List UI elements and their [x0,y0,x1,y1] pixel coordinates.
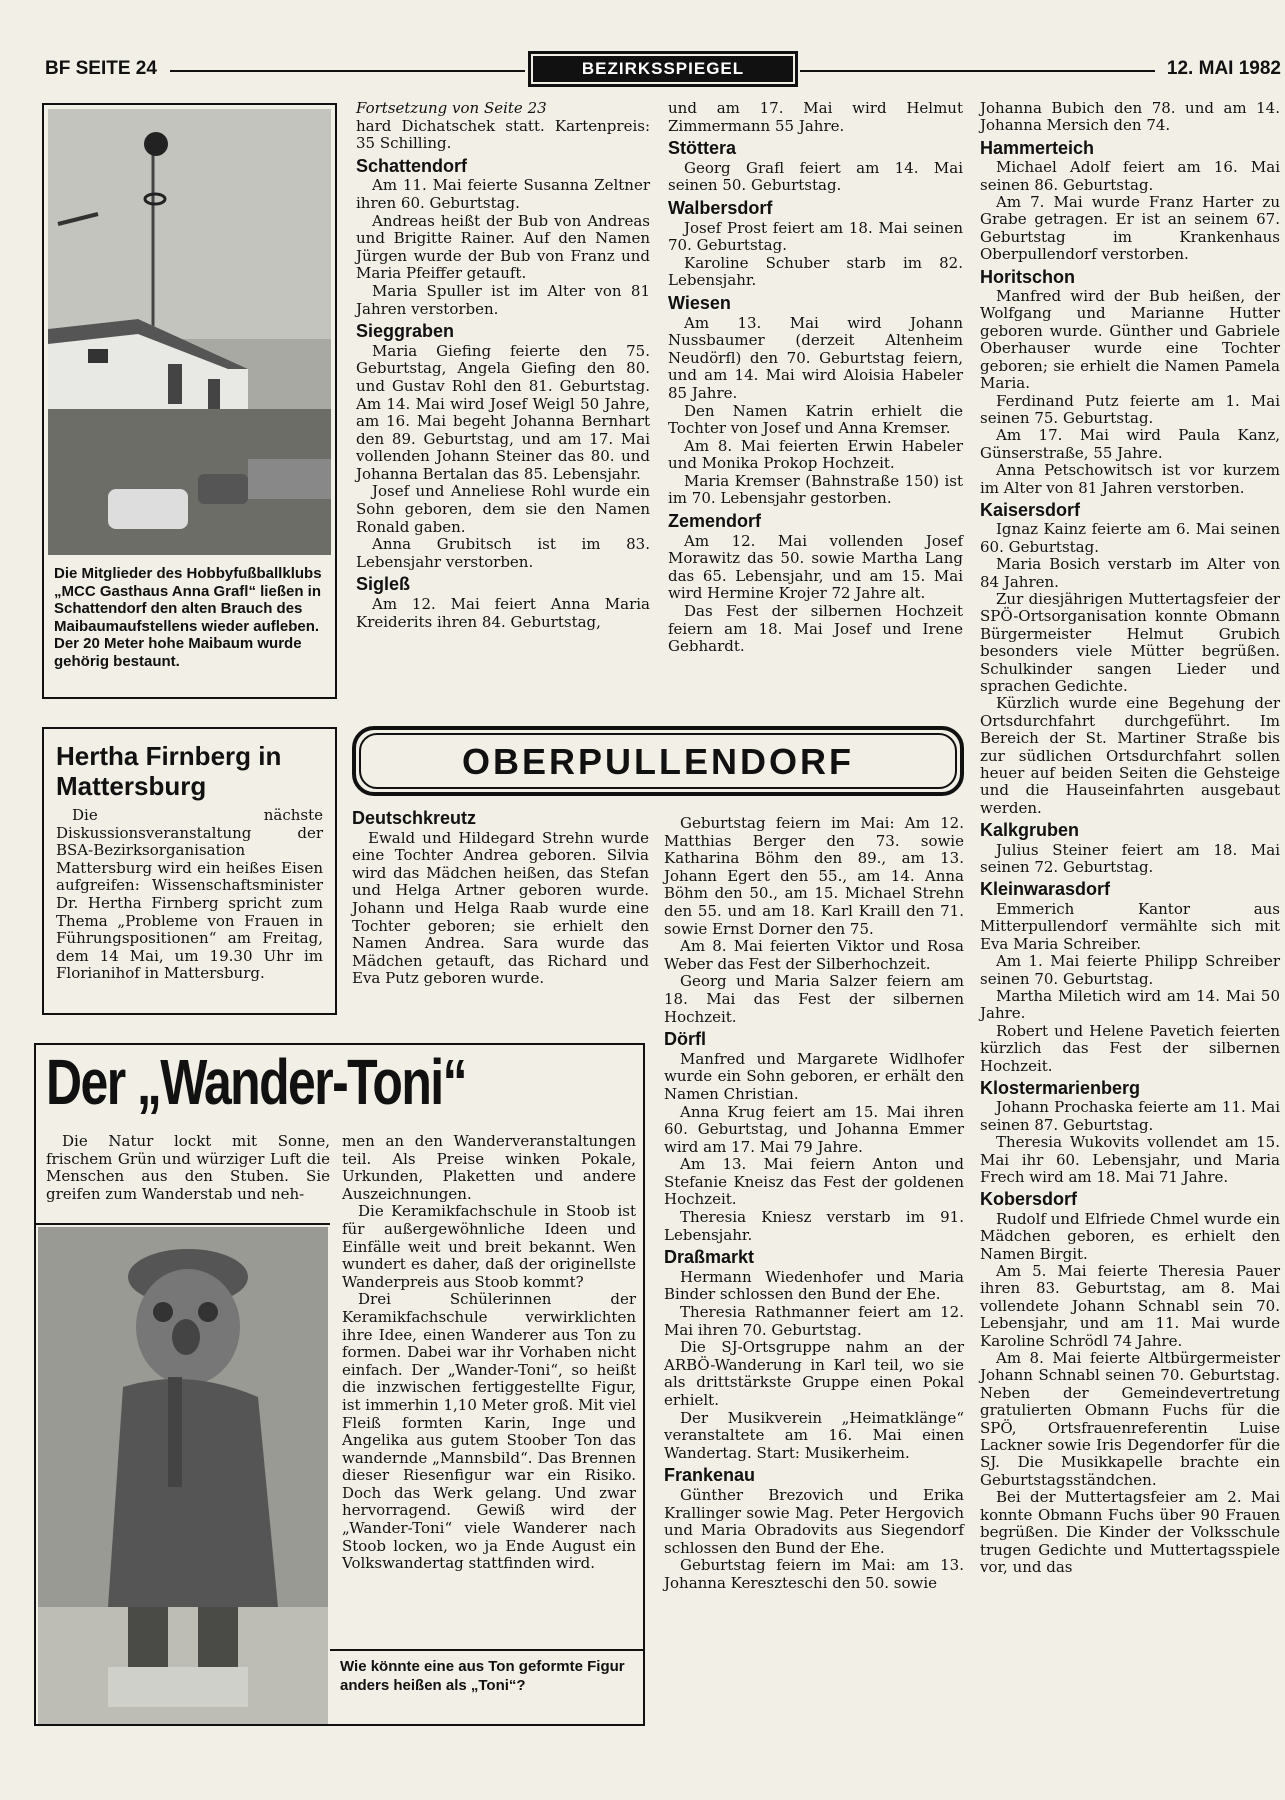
paragraph: Theresia Kniesz verstarb im 91. Lebensjahr. [664,1208,964,1244]
paragraph: Julius Steiner feiert am 18. Mai seinen 72. Geburtstag. [980,840,1280,877]
paragraph: Das Fest der silbernen Hochzeit feiern am 18. Mai Josef und Irene Gebhardt. [668,602,963,656]
paragraph: Am 1. Mai feierte Philipp Schreiber seinen 70. Geburtstag. [980,952,1280,988]
heading-doerfl: Dörfl [664,1029,706,1050]
heading-kobersdorf: Kobersdorf [980,1189,1078,1210]
paragraph: Manfred und Margarete Widlhofer wurde ein Sohn geboren, er erhält den Namen Christian. [664,1049,964,1103]
wander-body [342,1133,636,1573]
column-3 [668,100,963,656]
paragraph: Die Keramikfachschule in Stoob ist für außergewöhnliche Ideen und Einfälle weit und breit bekannt. Wen wundert es daher, daß der originellste Wanderpreis aus Stoob kommt? [342,1202,636,1291]
heading-kleinwarasdorf: Kleinwarasdorf [980,879,1111,900]
maibaum-caption: Die Mitglieder des Hobbyfußballklubs „MCC Gasthaus Anna Grafl“ ließen in Schattendorf den alten Brauch des Maibaumaufstellens wieder aufleben. Der 20 Meter hohe Maibaum wurde gehörig bestaunt. [54,565,322,670]
wander-lead [46,1133,330,1203]
heading-kalkgruben: Kalkgruben [980,820,1080,841]
paragraph: Emmerich Kantor aus Mitterpullendorf vermählte sich mit Eva Maria Schreiber. [980,899,1280,953]
paragraph: Georg und Maria Salzer feiern am 18. Mai das Fest der silbernen Hochzeit. [664,972,964,1026]
paragraph: Am 7. Mai wurde Franz Harter zu Grabe getragen. Er ist an seinem 67. Geburtstag im Krankenhaus Oberpullendorf verstorben. [980,193,1280,264]
paragraph: Anna Grubitsch ist im 83. Lebensjahr verstorben. [356,535,650,571]
paragraph: Maria Spuller ist im Alter von 81 Jahren verstorben. [356,281,650,318]
paragraph: Am 8. Mai feierte Altbürgermeister Johann Schnabl seinen 70. Geburtstag. Neben der Gemeindevertretung gratulierten Obmann Fuchs für die SPÖ, Ortsfrauenreferentin Luise Lackner sowie Iris Degendorfer für die SJ. Die Musikkapelle brachte ein Geburtstagsständchen. [980,1349,1280,1489]
wander-toni-title: Der „Wander-Toni“ [46,1046,466,1118]
paragraph: Maria Kremser (Bahnstraße 150) ist im 70. Lebensjahr gestorben. [668,471,963,508]
paragraph: Manfred wird der Bub heißen, der Wolfgang und Marianne Hutter geboren wurde. Günther und Gabriele Oberhauser wurde eine Tochter geboren; sie erhielt die Namen Pamela Maria. [980,287,1280,393]
paragraph: Am 8. Mai feierten Erwin Habeler und Monika Prokop Hochzeit. [668,436,963,473]
paragraph: Josef Prost feiert am 18. Mai seinen 70. Geburtstag. [668,218,963,255]
paragraph: Hermann Wiedenhofer und Maria Binder schlossen den Bund der Ehe. [664,1267,964,1304]
paragraph: Geburtstag feiern im Mai: Am 12. Matthias Berger den 73. sowie Katharina Böhm den 89., am 13. Johann Egert den 55., am 14. Anna Böhm den 50., am 15. Michael Strehn den 55. und am 18. Karl Kraill den 71. sowie Ernst Dorner den 75. [664,814,964,938]
paragraph: Anna Petschowitsch ist vor kurzem im Alter von 81 Jahren verstorben. [980,461,1280,497]
hertha-title: Hertha Firnberg in Mattersburg [56,741,282,801]
paragraph: Die Natur lockt mit Sonne, frischem Grün und würziger Luft die Menschen aus den Stuben. Sie greifen zum Wanderstab und neh- [46,1132,330,1203]
paragraph: Robert und Helene Pavetich feierten kürzlich das Fest der silbernen Hochzeit. [980,1021,1280,1075]
divider [36,1223,330,1225]
paragraph: Am 17. Mai wird Paula Kanz, Günserstraße, 55 Jahre. [980,426,1280,462]
paragraph: Am 13. Mai feiern Anton und Stefanie Kneisz das Fest der goldenen Hochzeit. [664,1155,964,1209]
paragraph: Zur diesjährigen Muttertagsfeier der SPÖ-Ortsorganisation konnte Obmann Bürgermeister Helmut Grubich besonders viele Mütter begrüßen. Schulkinder sangen Lieder und sprachen Gedichte. [980,589,1280,695]
paragraph: Den Namen Katrin erhielt die Tochter von Josef und Anna Kremser. [668,401,963,438]
paragraph: Kürzlich wurde eine Begehung der Ortsdurchfahrt durchgeführt. Im Bereich der St. Martiner Straße bis zur südlichen Ortsdurchfahrt sollen heuer auf beiden Seiten die Gehsteige und die Hauseinfahrten ausgebaut werden. [980,694,1280,817]
paragraph: men an den Wanderveranstaltungen teil. Als Preise winken Pokale, Urkunden, Plaketten und andere Auszeichnungen. [342,1132,636,1203]
paragraph: Anna Krug feiert am 15. Mai ihren 60. Geburtstag, und Johanna Emmer wird am 17. Mai 79 Jahre. [664,1102,964,1156]
oberpullendorf-title: OBERPULLENDORF [359,733,957,789]
column-3-lower [664,815,964,1593]
paragraph: Rudolf und Elfriede Chmel wurde ein Mädchen geboren, es erhielt den Namen Birgit. [980,1209,1280,1263]
paragraph: Günther Brezovich und Erika Krallinger sowie Mag. Peter Hergovich und Maria Obradovits aus Siegendorf schlossen den Bund der Ehe. [664,1485,964,1557]
col2-intro: hard Dichatschek statt. Kartenpreis: 35 Schilling. [356,116,650,153]
heading-zemendorf: Zemendorf [668,511,762,532]
paragraph: Theresia Wukovits vollendet am 15. Mai ihr 60. Lebensjahr, und Maria Frech wird am 18. Mai 71 Jahre. [980,1133,1280,1186]
paragraph: Ferdinand Putz feierte am 1. Mai seinen 75. Geburtstag. [980,391,1280,427]
paragraph: Andreas heißt der Bub von Andreas und Brigitte Rainer. Auf den Namen Jürgen wurde der Bub von Franz und Maria Pfeiffer getauft. [356,211,650,283]
continued-note: Fortsetzung von Seite 23 [356,99,547,117]
heading-horitschon: Horitschon [980,266,1076,287]
paragraph: Am 5. Mai feierte Theresia Pauer ihren 83. Geburtstag, am 8. Mai vollendete Johann Schnabl sein 70. Lebensjahr, und am 11. Mai wurde Karoline Schrödl 74 Jahre. [980,1262,1280,1350]
heading-sigless: Sigleß [356,574,411,595]
paragraph: Karoline Schuber starb im 82. Lebensjahr. [668,253,963,290]
page-number: BF SEITE 24 [45,58,157,79]
heading-frankenau: Frankenau [664,1465,756,1486]
paragraph: Am 8. Mai feierten Viktor und Rosa Weber das Fest der Silberhochzeit. [664,937,964,973]
heading-sieggraben: Sieggraben [356,321,455,342]
wander-toni-figure-icon [38,1227,328,1724]
paragraph: Johann Prochaska feierte am 11. Mai seinen 87. Geburtstag. [980,1098,1280,1134]
paragraph: Geburtstag feiern im Mai: am 13. Johanna Kereszteschi den 50. sowie [664,1556,964,1592]
paragraph: Ewald und Hildegard Strehn wurde eine Tochter Andrea geboren. Silvia wird das Mädchen heißen, das Stefan und Helga Artner geboren wurde. Johann und Helga Raab wurde eine Tochter geboren; sie erhielt den Namen Andrea. Sara wurde das Mädchen getauft, das Richard und Eva Putz geboren wurde. [352,828,649,988]
column-4 [980,100,1280,1576]
header-rule-right [800,70,1155,72]
paragraph: Georg Grafl feiert am 14. Mai seinen 50. Geburtstag. [668,158,963,195]
paragraph: Martha Miletich wird am 14. Mai 50 Jahre. [980,986,1280,1023]
paragraph: Ignaz Kainz feierte am 6. Mai seinen 60. Geburtstag. [980,520,1280,556]
col4-intro: Johanna Bubich den 78. und am 14. Johanna Mersich den 74. [980,99,1280,135]
heading-klostermarienberg: Klostermarienberg [980,1077,1141,1098]
col3-intro: und am 17. Mai wird Helmut Zimmermann 55 Jahre. [668,99,963,135]
maibaum-photo-icon [48,109,331,555]
heading-drassmarkt: Draßmarkt [664,1247,755,1268]
heading-deutschkreutz: Deutschkreutz [352,808,477,828]
heading-schattendorf: Schattendorf [356,155,468,176]
heading-wiesen: Wiesen [668,292,731,313]
oberpullendorf-banner [352,726,964,796]
paragraph: Am 12. Mai feiert Anna Maria Kreiderits ihren 84. Geburtstag, [356,595,650,631]
paragraph: Theresia Rathmanner feiert am 12. Mai ihren 70. Geburtstag. [664,1303,964,1339]
wander-toni-box [34,1043,645,1726]
paragraph: Drei Schülerinnen der Keramikfachschule verwirklichten ihre Idee, einen Wanderer aus Ton zu formen. Dabei war ihr Vorhaben nicht einfach. Der „Wander-Toni“, so heißt die inzwischen fertiggestellte Figur, ist immerhin 1,10 Meter groß. Mit viel Fleiß formten Karin, Inge und Angelika aus gutem Stoober Ton das wandernde „Mannsbild“. Das Brennen dieser Riesenfigur war ein Risiko. Doch das Werk gelang. Und zwar hervorragend. Gewiß wird der „Wander-Toni“ viele Wanderer nach Stoob locken, wo ja Ende August ein Volkswandertag stattfinden wird. [342,1290,636,1573]
heading-stoettera: Stöttera [668,138,737,159]
paragraph: Am 12. Mai vollenden Josef Morawitz das 50. sowie Martha Lang das 65. Lebensjahr, und am 15. Mai wird Hermine Krojer 72 Jahre alt. [668,531,963,603]
section-label: BEZIRKSSPIEGEL [533,56,793,82]
section-tag [528,51,798,87]
paragraph: Maria Giefing feierte den 75. Geburtstag, Angela Giefing den 80. und Gustav Rohl den 81. Geburtstag. Am 14. Mai wird Josef Weigl 50 Jahre, am 16. Mai begeht Johanna Bernhart den 89. Geburtstag, und am 17. Mai vollenden Johann Steiner das 80. und Johanna Bertalan das 85. Lebensjahr. [356,341,650,483]
paragraph: Am 11. Mai feierte Susanna Zeltner ihren 60. Geburtstag. [356,176,650,212]
paragraph: Die SJ-Ortsgruppe nahm an der ARBÖ-Wanderung in Karl teil, wo sie als drittstärkste Gruppe einen Pokal erhielt. [664,1338,964,1409]
hertha-text: Die nächste Diskussionsveranstaltung der BSA-Bezirksorganisation Mattersburg wird ein heißes Eisen aufgreifen: Wissenschaftsminister Dr. Hertha Firnberg spricht zum Thema „Probleme von Frauen in Führungspositionen“ am Freitag, dem 14 Mai, um 19.30 Uhr im Florianihof in Mattersburg. [56,806,323,983]
heading-kaisersdorf: Kaisersdorf [980,499,1081,520]
issue-date: 12. MAI 1982 [1166,58,1281,79]
paragraph: Michael Adolf feiert am 16. Mai seinen 86. Geburtstag. [980,158,1280,194]
paragraph: Am 13. Mai wird Johann Nussbaumer (derzeit Altenheim Neudörfl) den 70. Geburtstag feiern, und am 14. Mai wird Aloisia Habeler 85 Jahre. [668,313,963,402]
divider [330,1649,643,1651]
deutschkreutz-article [352,810,649,988]
paragraph: Der Musikverein „Heimatklänge“ veranstaltete am 16. Mai einen Wandertag. Start: Musikerheim. [664,1408,964,1462]
wander-question: Wie könnte eine aus Ton geformte Figur anders heißen als „Toni“? [340,1658,625,1694]
paragraph: Maria Bosich verstarb im Alter von 84 Jahren. [980,555,1280,591]
heading-hammerteich: Hammerteich [980,137,1095,158]
header-rule-left [170,70,525,72]
hertha-box [42,727,337,1015]
paragraph: Josef und Anneliese Rohl wurde ein Sohn geboren, dem sie den Namen Ronald gaben. [356,482,650,536]
paragraph: Bei der Muttertagsfeier am 2. Mai konnte Obmann Fuchs über 90 Frauen begrüßen. Die Kinder der Volksschule trugen Gedichte und Muttertagsspiele vor, und das [980,1488,1280,1576]
column-2 [356,100,650,631]
maibaum-photo-box [42,103,337,699]
heading-walbersdorf: Walbersdorf [668,197,773,218]
